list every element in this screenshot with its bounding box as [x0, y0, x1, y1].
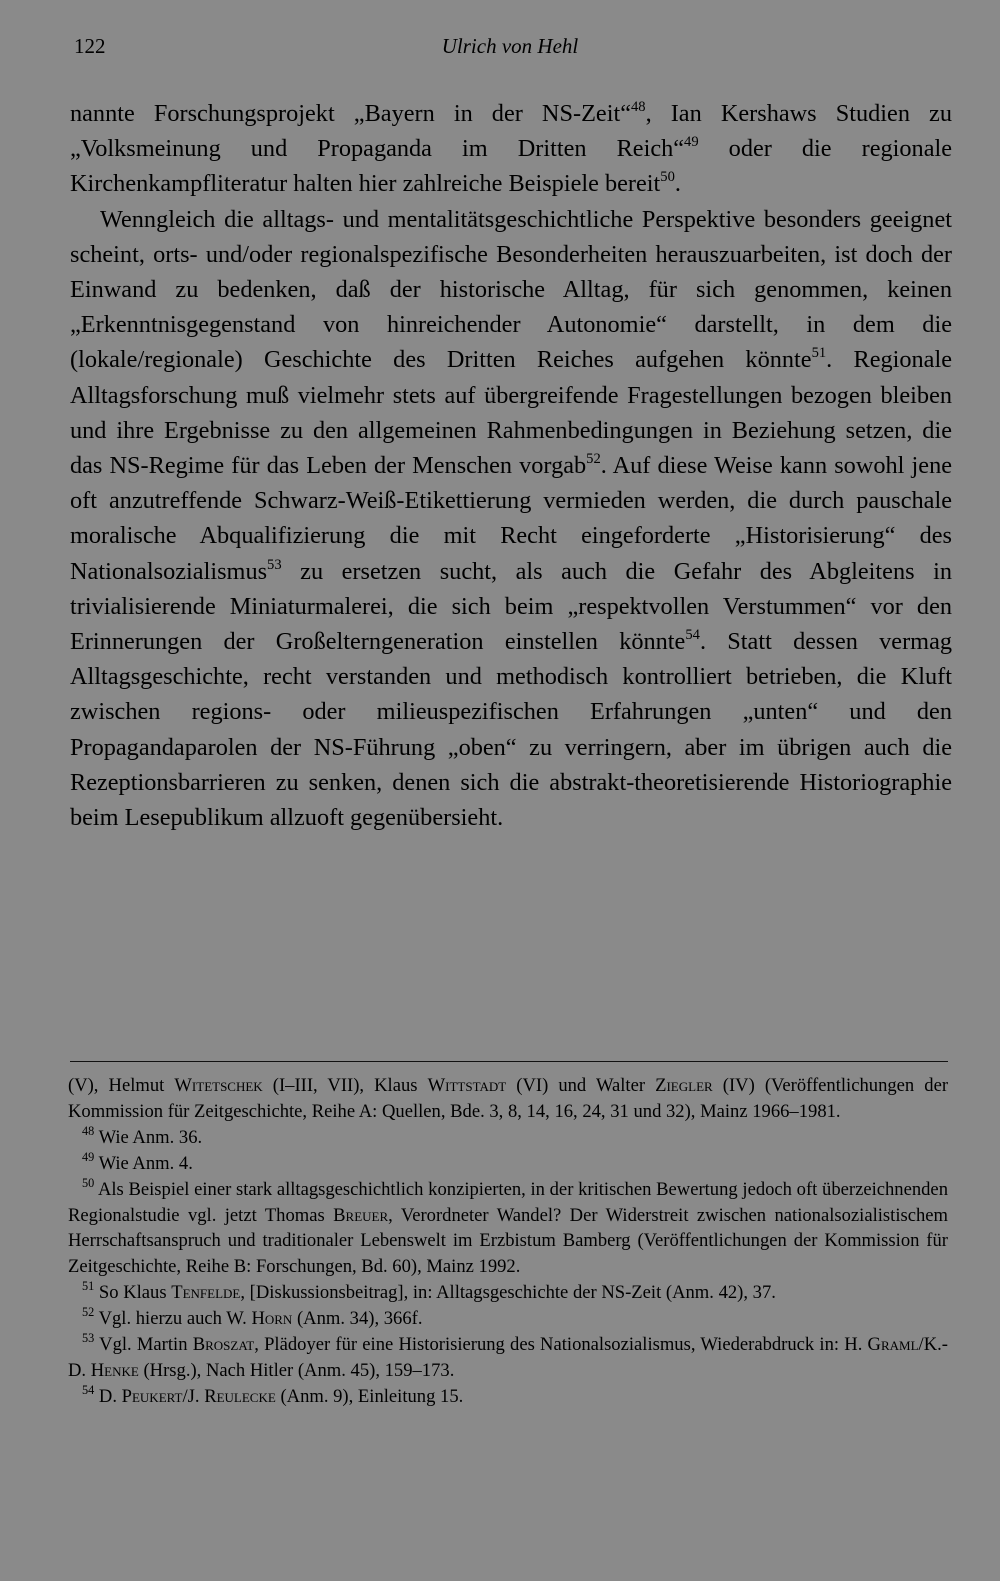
text-run: , Verordneter Wandel? Der Widerstreit zwischen nationalsozialistischem Herrschaftsanspruch und traditionaler Lebenswelt im Erzbistum Bamberg (Veröffentlichungen der Kommission für Zeitgeschichte, Reihe B: Forschungen, Bd. 60), Mainz 1992.	[68, 1204, 948, 1278]
text-run: (Anm. 34), 366f.	[292, 1308, 423, 1330]
author-name: Henke	[90, 1359, 139, 1381]
text-run: (IV) (Veröffentlichungen der Kommission für Zeitgeschichte, Reihe A: Quellen, Bde. 3, 8, 14, 16, 24, 31 und 32), Mainz 1966–1981.	[68, 1075, 949, 1122]
text-run: D.	[94, 1385, 122, 1407]
footnotes	[68, 1073, 948, 1410]
text-run: .	[674, 170, 681, 198]
paragraph	[70, 202, 952, 836]
text-run: . Statt dessen vermag Alltagsgeschichte, recht verstanden und methodisch kontrolliert betrieben, die Kluft zwischen regions- oder milieuspezifischen Erfahrungen „unten“ und den Propagandaparolen der NS-Führung „oben“ zu verringern, aber im übrigen auch die Rezeptionsbarrieren zu senken, denen sich die abstrakt-theoretisierende Historiographie beim Lesepublikum allzuoft gegenübersieht.	[70, 628, 952, 832]
text-run: . Regionale Alltagsforschung muß vielmehr stets auf übergreifende Fragestellungen bezogen bleiben und ihre Ergebnisse zu den allgemeinen Rahmenbedingungen in Beziehung setzen, die das NS-Regime für das Leben der Menschen vorgab	[70, 346, 952, 480]
footnote-number: 53	[82, 1331, 95, 1346]
footnote-49	[68, 1151, 948, 1177]
footnote-rule	[70, 1061, 948, 1062]
footnote-number: 48	[82, 1123, 95, 1138]
footnote-number: 49	[82, 1149, 95, 1164]
footnote-text: Wie Anm. 4.	[94, 1152, 193, 1174]
paragraph-continued	[70, 96, 952, 202]
main-text	[70, 96, 952, 835]
text-run: . Auf diese Weise kann sowohl jene oft anzutreffende Schwarz-Weiß-Etikettierung vermieden werden, die durch pauschale moralische Abqualifizierung die mit Recht eingeforderte „Historisierung“ des Nationalsozialismus	[70, 452, 952, 585]
footnote-ref-49: 49	[684, 134, 699, 150]
text-run: Wenngleich die alltags- und mentalitätsgeschichtliche Perspektive besonders geeignet scheint, orts- und/oder regionalspezifische Besonderheiten herauszuarbeiten, ist doch der Einwand zu bedenken, daß der historische Alltag, für sich genommen, keinen „Erkenntnisgegenstand von hinreichender Autonomie“ darstellt, in dem die (lokale/regionale) Geschichte des Dritten Reiches aufgehen könnte	[70, 205, 952, 374]
author-name: Peukert	[121, 1385, 183, 1407]
text-run: Vgl. Martin	[94, 1334, 193, 1356]
footnote-48	[68, 1125, 948, 1151]
footnote-53	[68, 1332, 948, 1384]
footnote-ref-54: 54	[685, 626, 700, 643]
text-run: So Klaus	[94, 1282, 172, 1304]
author-name: Ziegler	[655, 1075, 713, 1096]
author-name: Wittstadt	[427, 1075, 507, 1096]
running-title: Ulrich von Hehl	[441, 34, 579, 58]
footnote-number: 51	[82, 1279, 95, 1294]
footnote-continued	[68, 1073, 948, 1125]
text-run: (Anm. 9), Einleitung 15.	[275, 1385, 464, 1407]
text-run: (Hrsg.), Nach Hitler (Anm. 45), 159–173.	[138, 1359, 455, 1381]
text-run: (V), Helmut	[68, 1075, 175, 1096]
footnote-ref-50: 50	[660, 169, 675, 186]
running-head	[74, 34, 946, 64]
author-name: Graml	[867, 1334, 919, 1356]
page-number: 122	[74, 34, 106, 58]
text-run: /K.-D.	[68, 1334, 948, 1381]
text-run: zu ersetzen sucht, als auch die Gefahr des Abgleitens in trivialisierende Miniaturmalerei, die sich beim „respektvollen Verstummen“ vor den Erinnerungen der Großelterngeneration einstellen könnte	[70, 557, 952, 656]
footnote-51	[68, 1280, 948, 1306]
footnote-54	[68, 1384, 948, 1410]
text-run: , Ian Kershaws Studien zu „Volksmeinung und Propaganda im Dritten Reich“	[70, 100, 952, 163]
author-name: Tenfelde	[171, 1282, 241, 1304]
text-run: nannte Forschungsprojekt „Bayern in der NS-Zeit“	[70, 100, 631, 127]
author-name: Reulecke	[204, 1385, 276, 1407]
footnote-number: 54	[82, 1382, 95, 1397]
footnote-ref-51: 51	[811, 345, 827, 362]
text-run: Als Beispiel einer stark alltagsgeschichtlich konzipierten, in der kritischen Bewertung jedoch oft überzeichnenden Regionalstudie vgl. jetzt Thomas	[68, 1178, 948, 1226]
text-run: (I–III, VII), Klaus	[262, 1075, 428, 1096]
footnote-ref-53: 53	[267, 556, 282, 573]
text-run: , Plädoyer für eine Historisierung des Nationalsozialismus, Wiederabdruck in: H.	[254, 1334, 868, 1356]
text-run: , [Diskussionsbeitrag], in: Alltagsgeschichte der NS-Zeit (Anm. 42), 37.	[240, 1282, 776, 1304]
text-run: (VI) und Walter	[506, 1075, 656, 1096]
text-run: oder die regionale Kirchenkampfliteratur halten hier zahlreiche Beispiele bereit	[70, 135, 953, 198]
footnote-50	[68, 1177, 948, 1281]
footnote-text: Wie Anm. 36.	[94, 1126, 203, 1148]
author-name: Broszat	[192, 1334, 255, 1356]
footnote-52	[68, 1306, 948, 1332]
author-name: Breuer	[333, 1204, 389, 1226]
author-name: Horn	[251, 1308, 293, 1330]
footnote-ref-48: 48	[630, 98, 646, 115]
footnote-number: 52	[82, 1305, 95, 1320]
text-run: /J.	[182, 1385, 205, 1407]
author-name: Witetschek	[174, 1075, 263, 1096]
text-run: Vgl. hierzu auch W.	[94, 1308, 252, 1330]
footnote-number: 50	[82, 1175, 95, 1190]
footnote-ref-52: 52	[586, 450, 601, 467]
